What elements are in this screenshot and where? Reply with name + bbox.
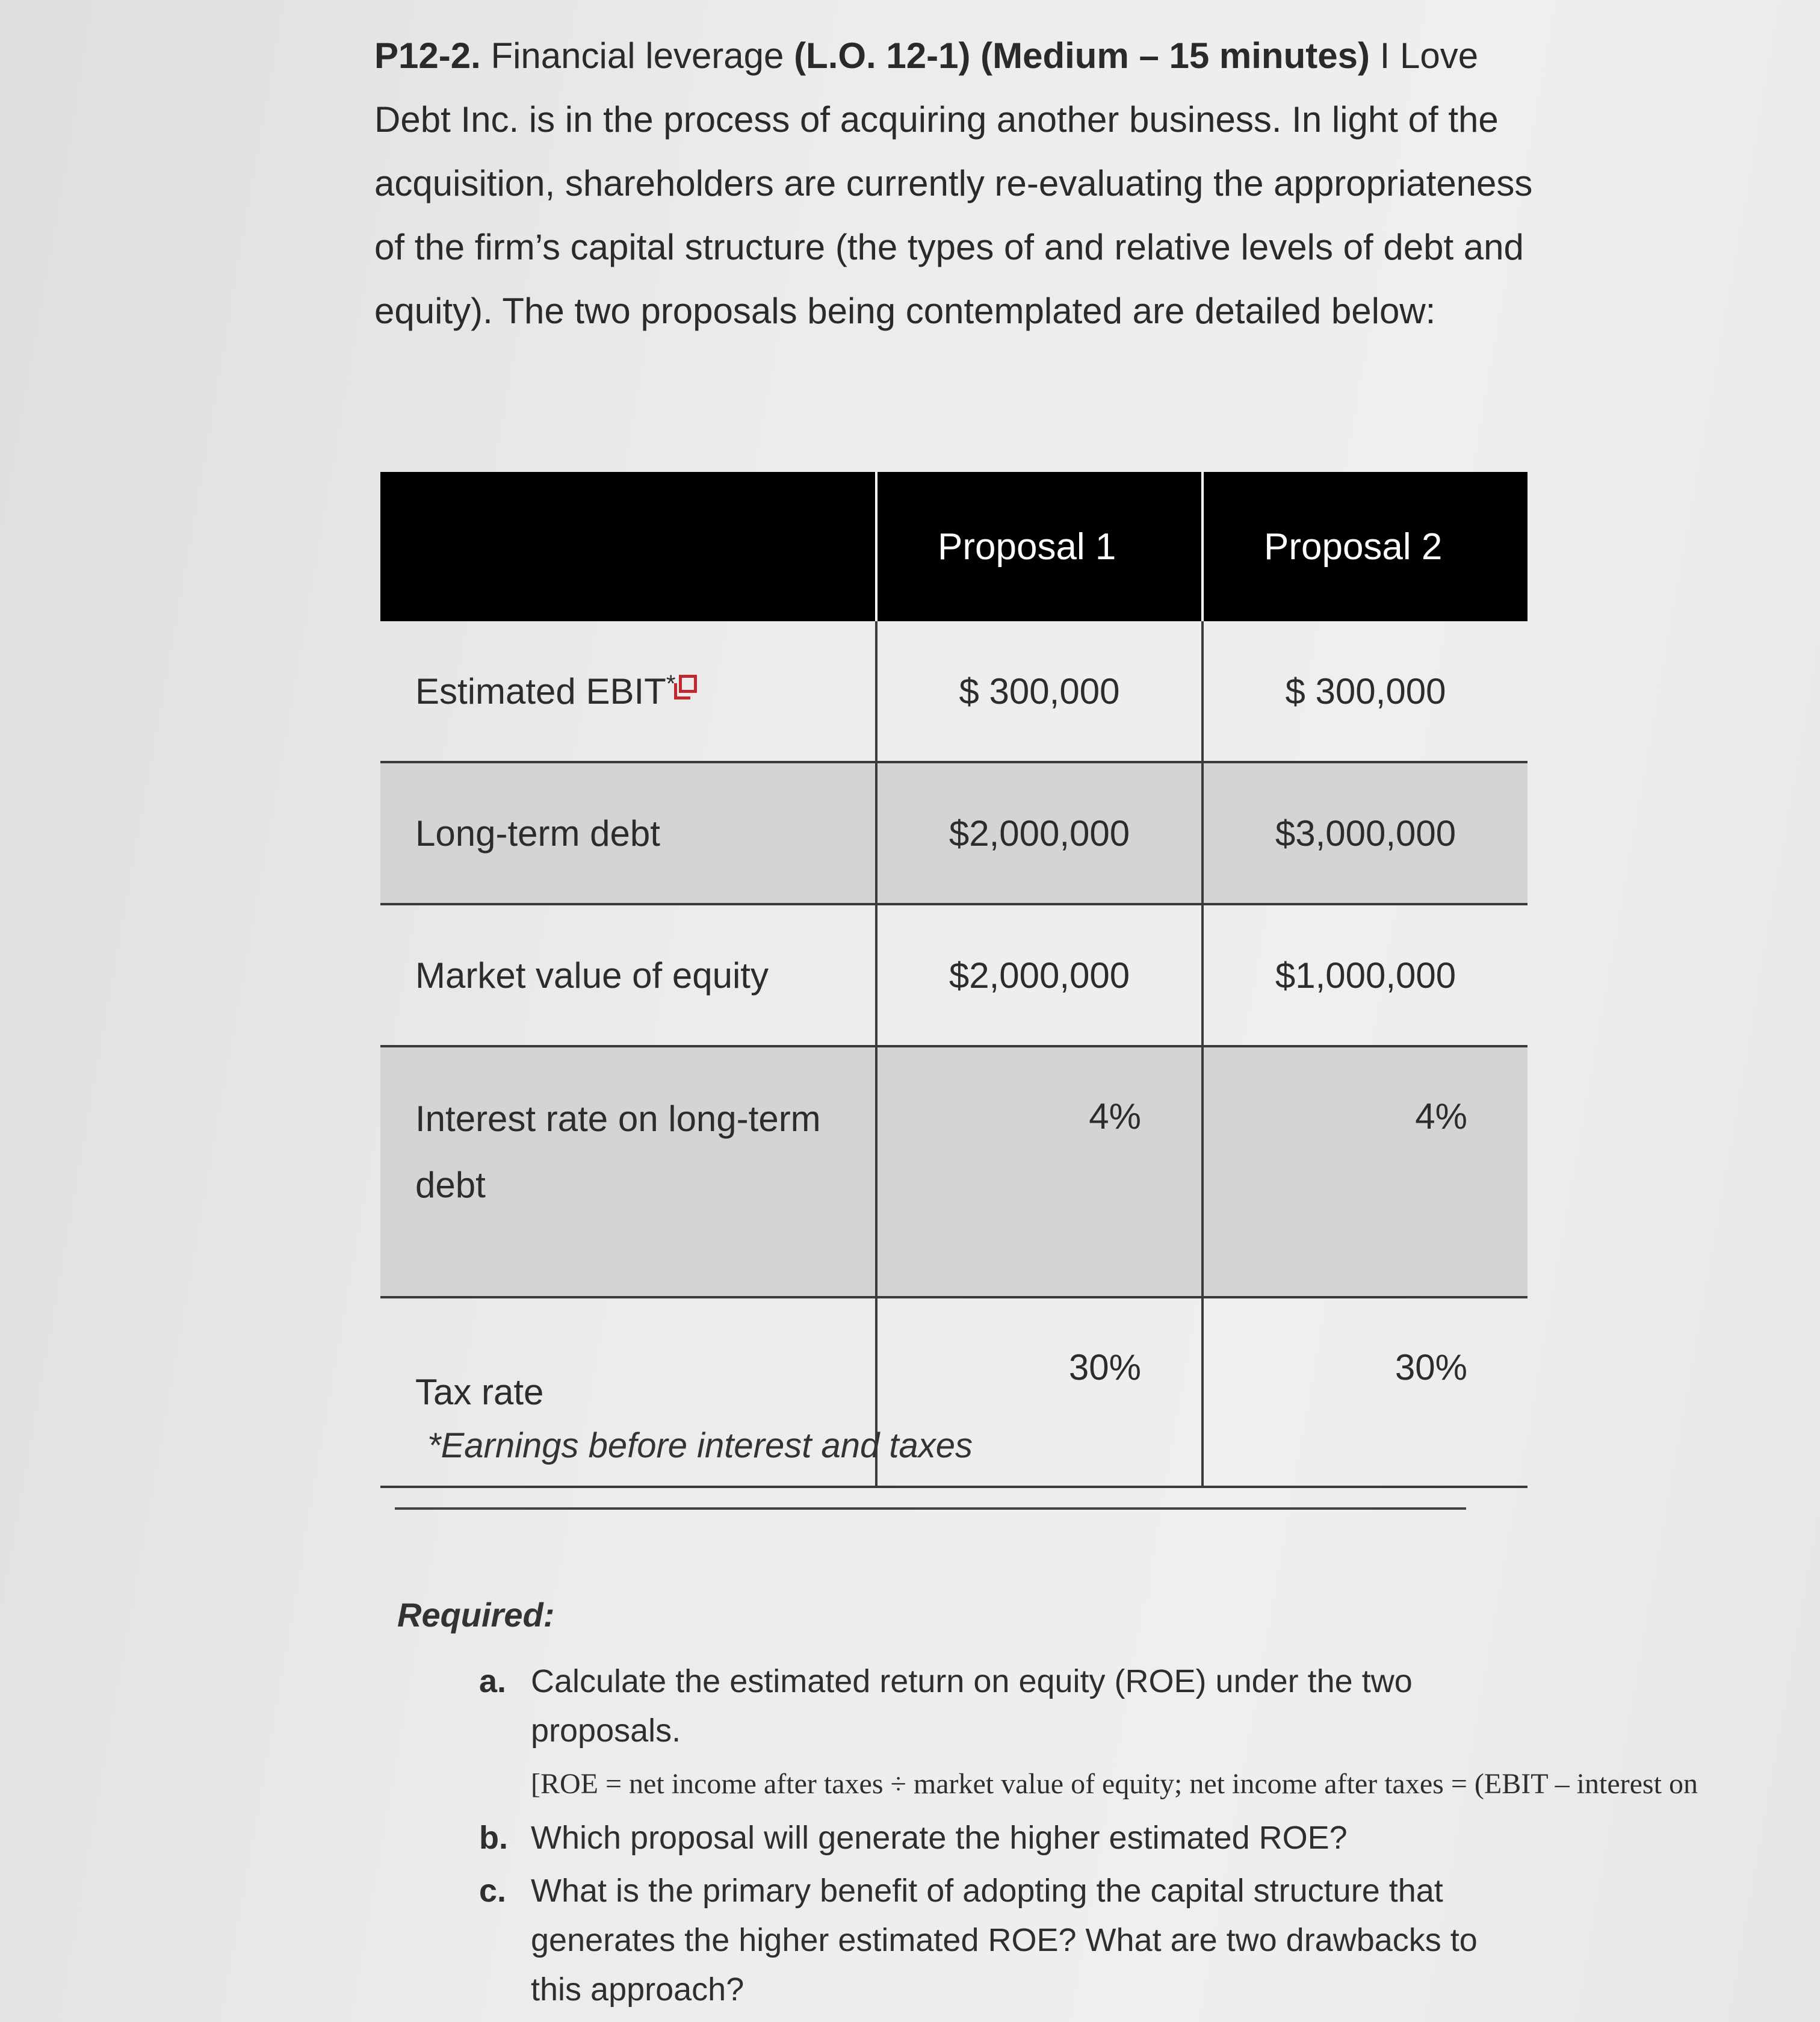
item-text: Which proposal will generate the higher estimated ROE? — [531, 1820, 1348, 1856]
row-label: Long-term debt — [380, 762, 876, 904]
table-row — [380, 904, 1528, 1046]
proposal-1-value: 30% — [876, 1297, 1202, 1487]
header-proposal-2: Proposal 2 — [1202, 472, 1528, 621]
header-corner — [380, 472, 876, 621]
proposal-1-value: $ 300,000 — [876, 621, 1202, 762]
table-row — [380, 762, 1528, 904]
header-proposal-1: Proposal 1 — [876, 472, 1202, 621]
row-label: Interest rate on long-term debt — [380, 1046, 876, 1297]
problem-number: P12-2. — [374, 36, 481, 76]
footnote-marker: * — [666, 670, 676, 697]
list-item — [479, 1813, 1470, 1862]
row-label: Market value of equity — [380, 904, 876, 1046]
row-label: Tax rate — [380, 1297, 876, 1487]
list-item — [479, 1866, 1494, 2014]
item-text: What is the primary benefit of adopting the capital structure that generates the higher estimated ROE? What are two drawbacks to this approach? — [531, 1873, 1478, 2008]
item-letter: c. — [479, 1873, 507, 1909]
proposal-2-value: $ 300,000 — [1202, 621, 1528, 762]
proposal-2-value: 30% — [1202, 1297, 1528, 1487]
learning-objective: (L.O. 12-1) — [794, 36, 971, 76]
proposals-table — [380, 472, 1528, 1488]
row-label-cell — [380, 621, 876, 762]
item-letter: a. — [479, 1663, 507, 1699]
external-link-icon[interactable] — [679, 675, 697, 693]
item-letter: b. — [479, 1820, 508, 1856]
difficulty-label: (Medium – 15 minutes) — [980, 36, 1370, 76]
table-footnote: *Earnings before interest and taxes — [427, 1426, 973, 1465]
divider — [395, 1507, 1466, 1510]
list-item — [479, 1657, 1698, 1813]
proposal-2-value: 4% — [1202, 1046, 1528, 1297]
roe-formula: [ROE = net income after taxes ÷ market value of equity; net income after taxes = (EBIT – interest on — [531, 1768, 1698, 1800]
problem-body: I Love Debt Inc. is in the process of acquiring another business. In light of the acquisition, shareholders are currently re-evaluating the appropriateness of the firm’s capital structure (the types of and relative levels of debt and equity). The two proposals being contemplated are detailed below: — [374, 36, 1533, 331]
table-row — [380, 621, 1528, 762]
problem-statement — [374, 24, 1554, 343]
required-list — [479, 1657, 1820, 2014]
table-header-row — [380, 472, 1528, 621]
proposal-2-value: $3,000,000 — [1202, 762, 1528, 904]
proposal-1-value: $2,000,000 — [876, 762, 1202, 904]
row-label: Estimated EBIT — [415, 671, 666, 712]
problem-topic: Financial leverage — [491, 36, 784, 76]
table-row — [380, 1046, 1528, 1297]
required-heading: Required: — [397, 1596, 555, 1634]
item-text: Calculate the estimated return on equity (ROE) under the two proposals. — [531, 1663, 1413, 1749]
proposal-1-value: $2,000,000 — [876, 904, 1202, 1046]
proposal-1-value: 4% — [876, 1046, 1202, 1297]
proposal-2-value: $1,000,000 — [1202, 904, 1528, 1046]
